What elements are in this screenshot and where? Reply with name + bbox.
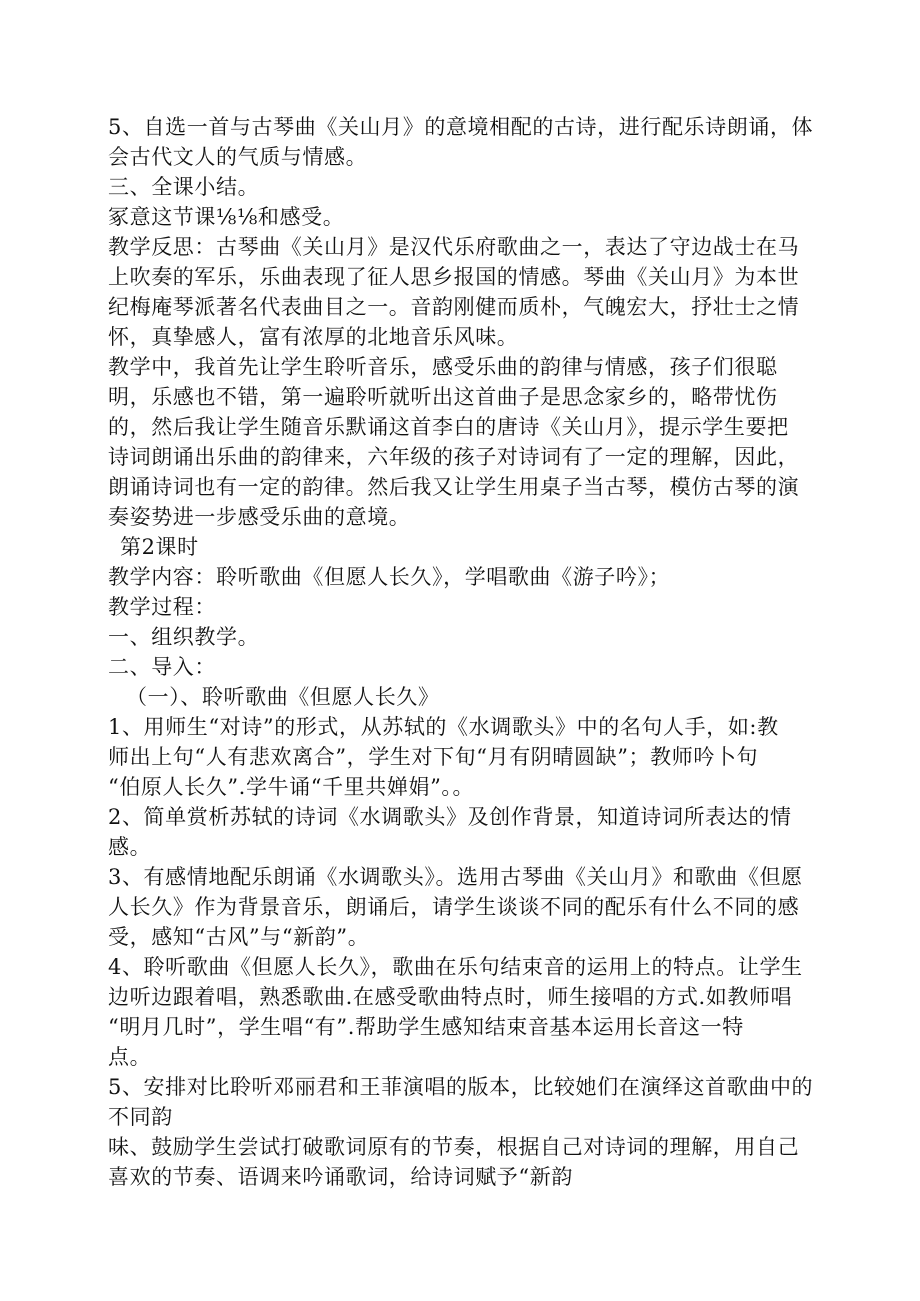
- subsection-heading: （一）、聆听歌曲《但愿人长久》: [126, 685, 440, 709]
- text-line: 味、鼓励学生尝试打破歌词原有的节奏，根据自己对诗词的理解，用自己: [108, 1135, 800, 1159]
- text-line: 纪梅庵琴派著名代表曲目之一。音韵刚健而质朴，气魄宏大，抒壮士之情: [108, 295, 800, 319]
- text-line: 受，感知“古风”与“新韵”。: [108, 925, 370, 949]
- text-line: 不同韵: [108, 1105, 173, 1129]
- document-page: [108, 112, 820, 1192]
- text-line: 诗词朗诵出乐曲的韵律来，六年级的孩子对诗词有了一定的理解，因此，: [108, 445, 800, 469]
- text-line: 感。: [108, 835, 152, 859]
- text-line: 师出上句“人有悲欢离合”，学生对下旬“月有阴晴圆缺”；教师吟卜句: [108, 745, 759, 769]
- text-line: “伯原人长久”.学牛诵“千里共婵娟”。。: [108, 775, 475, 799]
- text-line: 冢意这节课⅛⅛和感受。: [108, 205, 345, 229]
- text-line: “明月几时”，学生唱“有”.帮助学生感知结束音基本运用长音这一特: [108, 1015, 744, 1039]
- section-heading: 二、导入：: [108, 655, 216, 679]
- text-line: 会古代文人的气质与情感。: [108, 145, 368, 169]
- text-line: 明，乐感也不错，第一遍聆听就听出这首曲子是思念家乡的，略带忧伤: [108, 385, 778, 409]
- text-line: 教学过程：: [108, 595, 216, 619]
- text-line: 喜欢的节奏、语调来吟诵歌词，给诗词赋予“新韵: [108, 1165, 573, 1189]
- text-line: 奏姿势进一步感受乐曲的意境。: [108, 505, 411, 529]
- section-heading: 一、组织教学。: [108, 625, 260, 649]
- text-line: 人长久》作为背景音乐，朗诵后，请学生谈谈不同的配乐有什么不同的感: [108, 895, 800, 919]
- text-line: 教学中，我首先让学生聆听音乐，感受乐曲的韵律与情感，孩子们很聪: [108, 355, 778, 379]
- text-line: 教学内容：聆听歌曲《但愿人长久》，学唱歌曲《游子吟》；: [108, 565, 671, 589]
- text-line: 的，然后我让学生随音乐默诵这首李白的唐诗《关山月》，提示学生要把: [108, 415, 789, 439]
- text-line: 4、聆听歌曲《但愿人长久》，歌曲在乐句结束音的运用上的特点。让学生: [108, 955, 803, 979]
- lesson-heading: 第2课时: [120, 535, 199, 559]
- text-line: 5、安排对比聆听邓丽君和王菲演唱的版本，比较她们在演绎这首歌曲中的: [108, 1075, 814, 1099]
- text-line: 2、简单赏析苏轼的诗词《水调歌头》及创作背景，知道诗词所表达的情: [108, 805, 792, 829]
- text-line: 朗诵诗词也有一定的韵律。然后我又让学生用桌子当古琴，模仿古琴的演: [108, 475, 800, 499]
- text-line: 3、有感情地配乐朗诵《水调歌头》。选用古琴曲《关山月》和歌曲《但愿: [108, 865, 803, 889]
- text-line: 点。: [108, 1045, 152, 1069]
- section-heading: 三、全课小结。: [108, 175, 260, 199]
- text-line: 怀，真挚感人，富有浓厚的北地音乐风味。: [108, 325, 519, 349]
- text-line: 1、用师生“对诗”的形式，从苏轼的《水调歌头》中的名句人手，如:教: [108, 715, 779, 739]
- text-line: 上吹奏的军乐，乐曲表现了征人思乡报国的情感。琴曲《关山月》为本世: [108, 265, 800, 289]
- text-line: 5、自选一首与古琴曲《关山月》的意境相配的古诗，进行配乐诗朗诵，体: [108, 115, 814, 139]
- text-line: 边听边跟着唱，熟悉歌曲.在感受歌曲特点时，师生接唱的方式.如教师唱: [108, 985, 793, 1009]
- text-line: 教学反思：古琴曲《关山月》是汉代乐府歌曲之一，表达了守边战士在马: [108, 235, 800, 259]
